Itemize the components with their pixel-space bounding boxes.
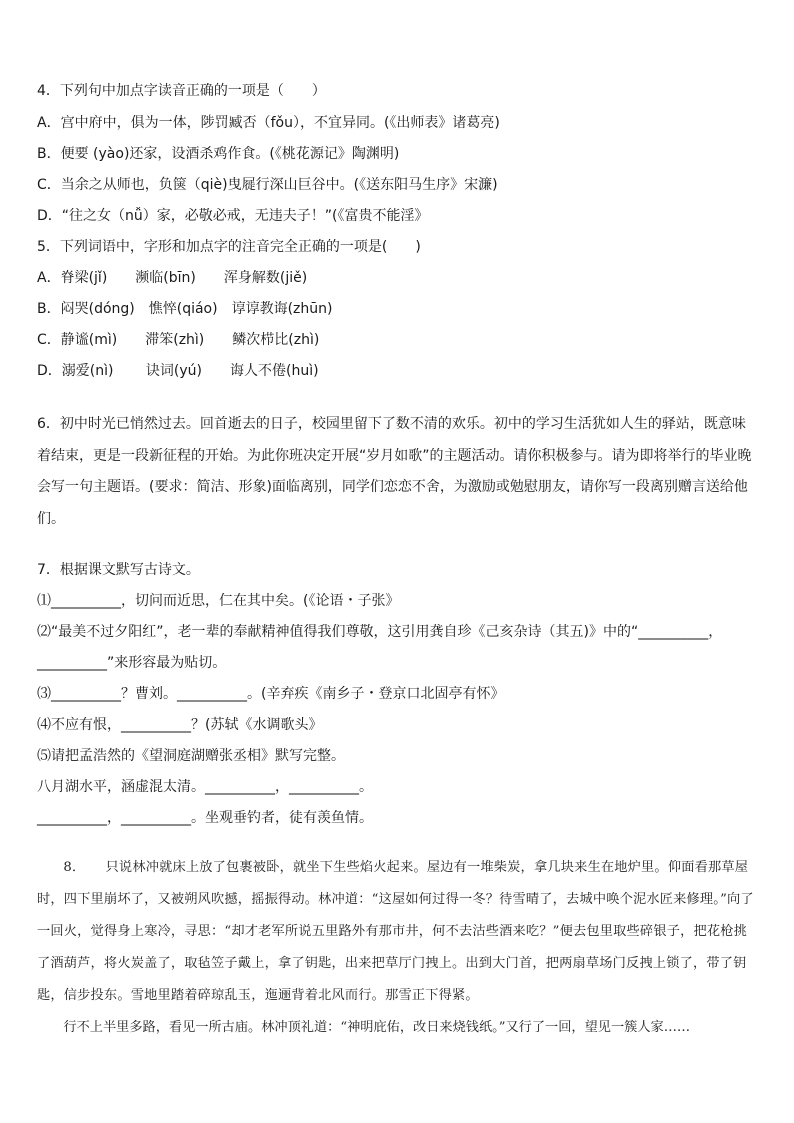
question-8-passage <box>37 852 759 1044</box>
question-4-option-d: D．“往之女（nǚ）家，必敬必戒，无违夫子！”(《富贵不能淫》 <box>37 208 429 224</box>
question-7-poem-line-2: __________，__________。坐观垂钓者，徒有羡鱼情。 <box>37 810 373 826</box>
question-7-item-5: ⑸请把孟浩然的《望洞庭湖赠张丞相》默写完整。 <box>37 748 345 764</box>
question-4-stem: 4．下列句中加点字读音正确的一项是（ ） <box>37 83 326 99</box>
question-5-option-a: A．脊梁(jǐ) 濒临(bīn) 浑身解数(jiě) <box>37 270 308 286</box>
question-5-option-b: B．闷哭(dóng) 憔悴(qiáo) 谆谆教诲(zhūn) <box>37 301 333 317</box>
question-5-option-d: D．溺爱(nì) 诀词(yú) 诲人不倦(huì) <box>37 363 319 379</box>
question-7-stem: 7．根据课文默写古诗文。 <box>37 562 200 578</box>
question-5-option-c: C．静谧(mì) 滞笨(zhì) 鳞次栉比(zhì) <box>37 332 320 348</box>
question-7-item-2-cont: __________”来形容最为贴切。 <box>37 655 227 671</box>
question-4-option-a: A．宫中府中，俱为一体，陟罚臧否（fǒu），不宜异同。(《出师表》诸葛亮) <box>37 115 500 131</box>
question-7-item-3: ⑶__________？曹刘。__________。(辛弃疾《南乡子・登京口北固亭有怀》 <box>37 686 505 702</box>
question-8-paragraph-1: 8． 只说林冲就床上放了包裹被卧，就坐下生些焰火起来。屋边有一堆柴炭，拿几块来生在地炉里。仰面看那草屋时，四下里崩坏了，又被朔风吹撼，摇振得动。林冲道：“这屋如何过得一冬？待雪晴了，去城中唤个泥水匠来修理。”向了一回火，觉得身上寒冷，寻思：“却才老军所说五里路外有那市井，何不去沽些酒来吃？”便去包里取些碎银子，把花枪挑了酒葫芦，将火炭盖了，取毡笠子戴上，拿了钥匙，出来把草厅门拽上。出到大门首，把两扇草场门反拽上锁了，带了钥匙，信步投东。雪地里踏着碎琼乱玉，迤逦背着北风而行。那雪正下得紧。 <box>37 860 754 1003</box>
question-4-option-c: C．当余之从师也，负箧（qiè)曳屣行深山巨谷中。(《送东阳马生序》宋濂) <box>37 177 498 193</box>
question-8-paragraph-2: 行不上半里多路，看见一所古庙。林冲顶礼道：“神明庇佑，改日来烧钱纸。”又行了一回，望见一簇人家…… <box>63 1020 691 1035</box>
question-7-item-2: ⑵“最美不过夕阳红”，老一辈的奉献精神值得我们尊敬，这引用龚自珍《己亥杂诗（其五)》中的“__________， <box>37 624 723 640</box>
question-7-item-4: ⑷不应有恨，__________？(苏轼《水调歌头》 <box>37 717 323 733</box>
question-7-poem-line-1: 八月湖水平，涵虚混太清。__________，__________。 <box>37 779 373 795</box>
question-6-text: 6．初中时光已悄然过去。回首逝去的日子，校园里留下了数不清的欢乐。初中的学习生活犹如人生的驿站，既意味着结束，更是一段新征程的开始。为此你班决定开展“岁月如歌”的主题活动。请你积极参与。请为即将举行的毕业晚会写一句主题语。(要求：简洁、形象)面临离别，同学们恋恋不舍，为激励或勉慰朋友，请你写一段离别赠言送给他们。 <box>37 416 752 527</box>
question-4-option-b: B．便要 (yào)还家，设酒杀鸡作食。(《桃花源记》陶渊明) <box>37 146 400 162</box>
question-7-item-1: ⑴__________，切问而近思，仁在其中矣。(《论语・子张》 <box>37 593 400 609</box>
question-5-stem: 5．下列词语中，字形和加点字的注音完全正确的一项是( ) <box>37 239 421 255</box>
